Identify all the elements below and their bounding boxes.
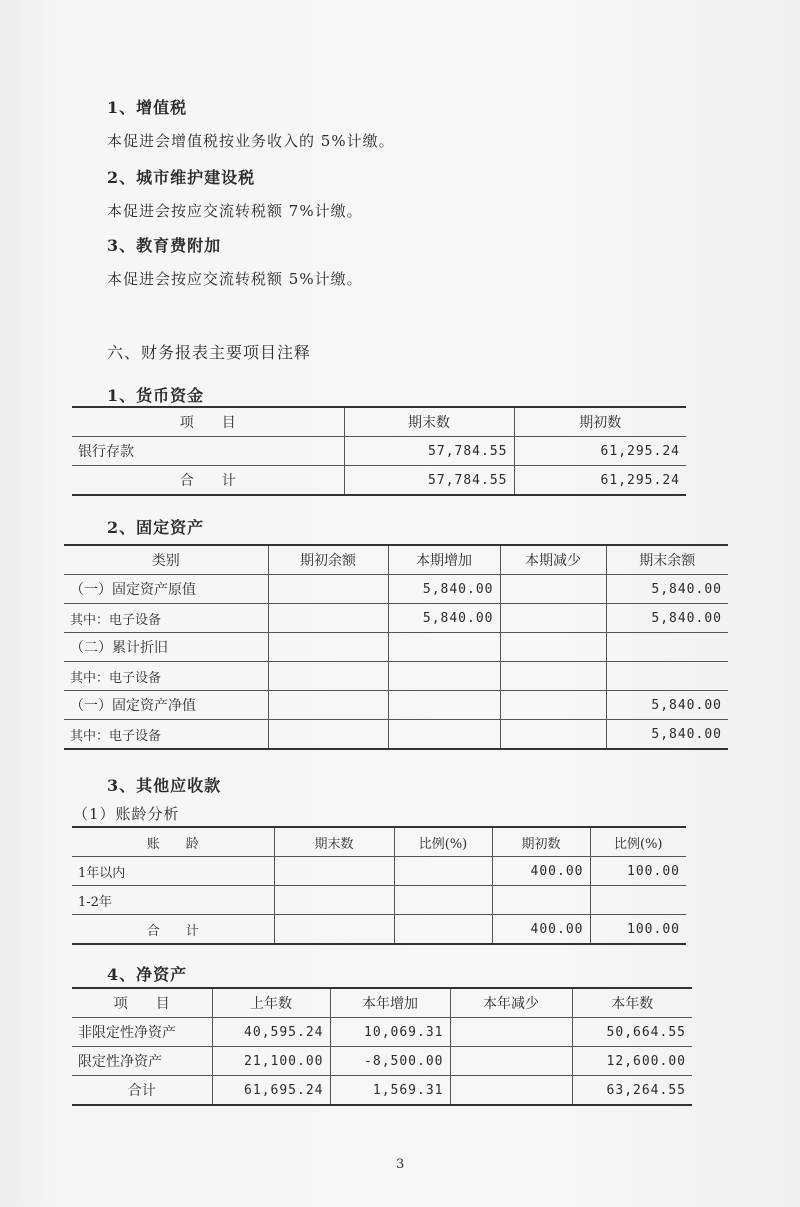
cash-table	[72, 406, 686, 496]
cell	[268, 633, 388, 662]
header-cell: 项 目	[72, 988, 212, 1018]
net-assets-title: 4、净资产	[107, 965, 188, 984]
cell: 10,069.31	[330, 1018, 450, 1047]
cell	[268, 720, 388, 750]
table-row	[72, 466, 686, 496]
cell	[590, 886, 686, 915]
table-row	[72, 857, 686, 886]
cell: 1,569.31	[330, 1076, 450, 1106]
table-row	[64, 691, 728, 720]
cell	[268, 604, 388, 633]
header-cell: 期初数	[492, 827, 590, 857]
header-cell: 类别	[64, 545, 268, 575]
cell	[268, 662, 388, 691]
cell: 限定性净资产	[72, 1047, 212, 1076]
header-cell: 本期减少	[500, 545, 606, 575]
cell: 合计	[72, 1076, 212, 1106]
cell	[394, 915, 492, 945]
cell	[500, 575, 606, 604]
header-cell: 比例(%)	[394, 827, 492, 857]
cell	[268, 691, 388, 720]
cell	[274, 857, 394, 886]
tax-heading-urban: 2、城市维护建设税	[107, 168, 256, 187]
table-row	[64, 633, 728, 662]
cell: 21,100.00	[212, 1047, 330, 1076]
cell	[450, 1018, 572, 1047]
header-cell: 本年数	[572, 988, 692, 1018]
cell	[450, 1047, 572, 1076]
header-cell: 本年增加	[330, 988, 450, 1018]
receivable-table	[72, 826, 686, 945]
cell: 5,840.00	[606, 575, 728, 604]
table-row	[64, 720, 728, 750]
table-header-row	[64, 545, 728, 575]
cell	[500, 604, 606, 633]
cell	[500, 691, 606, 720]
cell	[394, 886, 492, 915]
cell: （一）固定资产净值	[64, 691, 268, 720]
cell: 银行存款	[72, 437, 344, 466]
cell: 400.00	[492, 857, 590, 886]
table-header-row	[72, 988, 692, 1018]
tax-text-vat: 本促进会增值税按业务收入的 5%计缴。	[107, 132, 395, 150]
tax-heading-vat: 1、增值税	[107, 98, 188, 117]
cell: 63,264.55	[572, 1076, 692, 1106]
receivable-title: 3、其他应收款	[107, 776, 222, 795]
table-row	[72, 1076, 692, 1106]
section-title: 六、财务报表主要项目注释	[107, 343, 312, 362]
header-cell: 期初余额	[268, 545, 388, 575]
cell: 5,840.00	[606, 691, 728, 720]
cell: 400.00	[492, 915, 590, 945]
cell	[274, 886, 394, 915]
cell: 5,840.00	[388, 604, 500, 633]
cell	[450, 1076, 572, 1106]
net-assets-table	[72, 987, 692, 1106]
header-cell: 本期增加	[388, 545, 500, 575]
header-cell: 本年减少	[450, 988, 572, 1018]
cell: 50,664.55	[572, 1018, 692, 1047]
cell: -8,500.00	[330, 1047, 450, 1076]
cell: （一）固定资产原值	[64, 575, 268, 604]
cell: 其中：电子设备	[64, 604, 268, 633]
table-row	[64, 662, 728, 691]
table-row	[72, 915, 686, 945]
cell: 非限定性净资产	[72, 1018, 212, 1047]
cell	[500, 633, 606, 662]
cell: 其中：电子设备	[64, 720, 268, 750]
table-row	[72, 886, 686, 915]
cell: 合 计	[72, 915, 274, 945]
table-row	[72, 1018, 692, 1047]
table-row	[64, 604, 728, 633]
cell: 100.00	[590, 915, 686, 945]
cell: 5,840.00	[388, 575, 500, 604]
table-row	[72, 1047, 692, 1076]
header-cell: 比例(%)	[590, 827, 686, 857]
cell	[388, 691, 500, 720]
cell	[500, 662, 606, 691]
cell	[500, 720, 606, 750]
fixed-title: 2、固定资产	[107, 518, 205, 537]
page-number: 3	[396, 1157, 405, 1172]
tax-heading-edu: 3、教育费附加	[107, 236, 222, 255]
cell: 61,295.24	[514, 437, 686, 466]
cell	[606, 662, 728, 691]
cell: 40,595.24	[212, 1018, 330, 1047]
header-cell: 期末数	[274, 827, 394, 857]
cell: 5,840.00	[606, 720, 728, 750]
table-row	[64, 575, 728, 604]
cell: 合 计	[72, 466, 344, 496]
cell	[394, 857, 492, 886]
cell	[388, 720, 500, 750]
header-cell: 账 龄	[72, 827, 274, 857]
tax-text-edu: 本促进会按应交流转税额 5%计缴。	[107, 270, 363, 288]
cell	[606, 633, 728, 662]
header-cell: 期末余额	[606, 545, 728, 575]
cash-title: 1、货币资金	[107, 386, 205, 405]
header-cell: 上年数	[212, 988, 330, 1018]
cell	[388, 662, 500, 691]
cell: （二）累计折旧	[64, 633, 268, 662]
cell: 12,600.00	[572, 1047, 692, 1076]
table-header-row	[72, 407, 686, 437]
fixed-assets-table	[64, 544, 728, 750]
cell: 1年以内	[72, 857, 274, 886]
cell: 57,784.55	[344, 466, 514, 496]
cell: 61,295.24	[514, 466, 686, 496]
cell	[274, 915, 394, 945]
table-row	[72, 437, 686, 466]
cell	[492, 886, 590, 915]
header-cell: 期初数	[514, 407, 686, 437]
cell: 5,840.00	[606, 604, 728, 633]
cell: 1-2年	[72, 886, 274, 915]
table-header-row	[72, 827, 686, 857]
cell: 其中：电子设备	[64, 662, 268, 691]
cell: 57,784.55	[344, 437, 514, 466]
tax-text-urban: 本促进会按应交流转税额 7%计缴。	[107, 202, 363, 220]
cell	[268, 575, 388, 604]
cell: 61,695.24	[212, 1076, 330, 1106]
cell: 100.00	[590, 857, 686, 886]
header-cell: 项 目	[72, 407, 344, 437]
header-cell: 期末数	[344, 407, 514, 437]
receivable-subtitle: （1）账龄分析	[73, 805, 180, 823]
cell	[388, 633, 500, 662]
